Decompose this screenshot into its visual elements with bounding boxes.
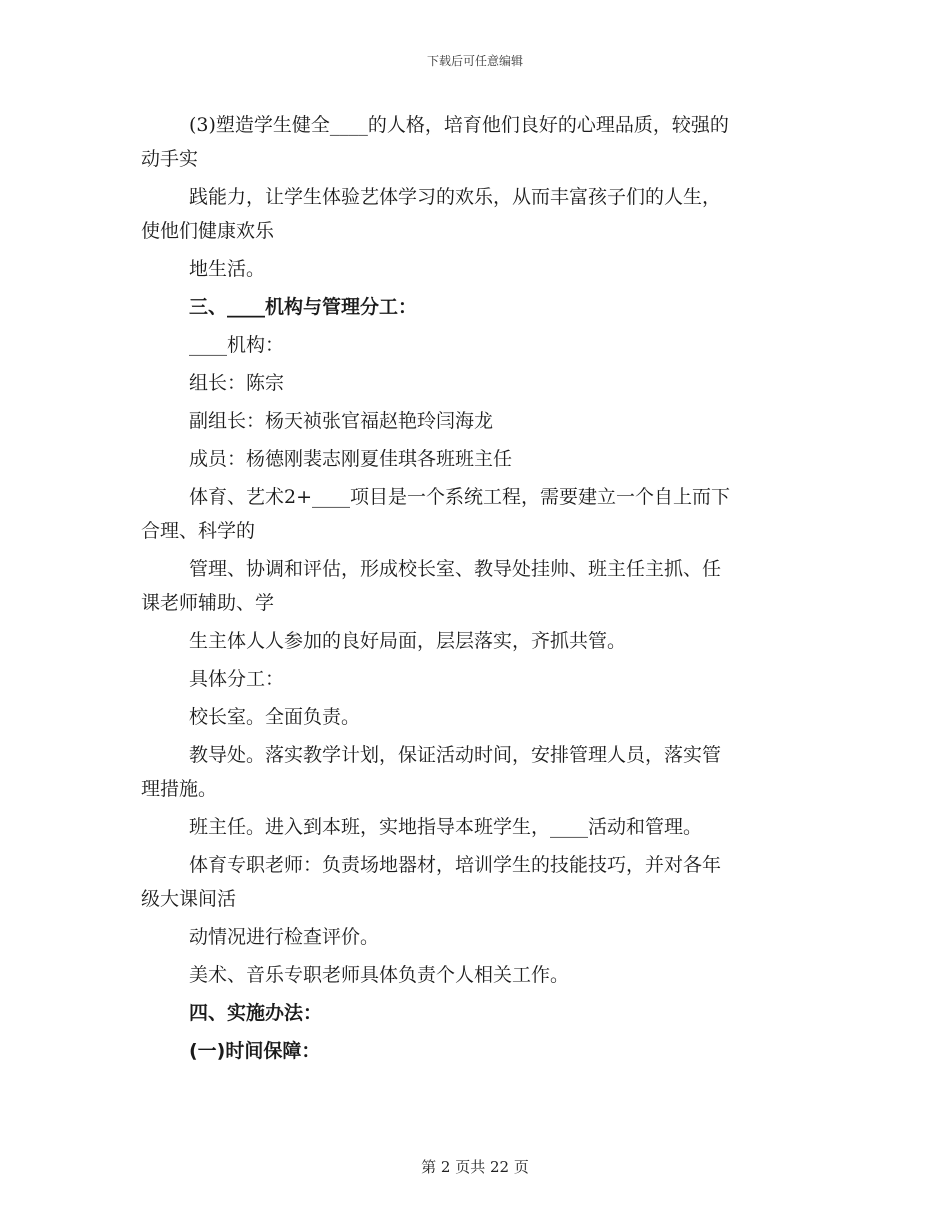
paragraph-line: (一)时间保障：: [189, 1040, 321, 1062]
paragraph: [141, 180, 811, 248]
paragraph: [141, 480, 811, 548]
paragraph-line: 使他们健康欢乐: [141, 220, 275, 242]
paragraph: [141, 920, 811, 954]
paragraph: [141, 848, 811, 916]
paragraph: [141, 738, 811, 806]
paragraph: [141, 662, 811, 696]
paragraph: [141, 958, 811, 992]
section-heading: [141, 1034, 811, 1068]
section-heading: [141, 290, 811, 324]
paragraph: [141, 700, 811, 734]
paragraph-line: 具体分工：: [189, 668, 285, 690]
paragraph-line: 校长室。全面负责。: [189, 706, 361, 728]
paragraph-line: 三、____机构与管理分工：: [189, 296, 418, 318]
paragraph: [141, 442, 811, 476]
paragraph-line: 动情况进行检查评价。: [189, 926, 380, 948]
paragraph-line: 体育专职老师：负责场地器材，培训学生的技能技巧，并对各年: [189, 854, 722, 876]
paragraph-line: 践能力，让学生体验艺体学习的欢乐，从而丰富孩子们的人生，: [189, 186, 722, 208]
paragraph: [141, 624, 811, 658]
paragraph-line: 动手实: [141, 148, 199, 170]
paragraph-line: 课老师辅助、学: [141, 592, 275, 614]
paragraph-line: 副组长：杨天祯张官福赵艳玲闫海龙: [189, 410, 494, 432]
paragraph-line: (3)塑造学生健全____的人格，培育他们良好的心理品质，较强的: [189, 114, 729, 136]
paragraph: [141, 366, 811, 400]
paragraph-line: 教导处。落实教学计划，保证活动时间，安排管理人员，落实管: [189, 744, 722, 766]
paragraph-line: 美术、音乐专职老师具体负责个人相关工作。: [189, 964, 570, 986]
paragraph-line: 理措施。: [141, 778, 218, 800]
paragraph-line: ____机构：: [189, 334, 285, 356]
paragraph-line: 组长：陈宗: [189, 372, 285, 394]
paragraph-line: 地生活。: [189, 258, 266, 280]
paragraph: [141, 108, 811, 176]
paragraph-line: 四、实施办法：: [189, 1002, 323, 1024]
paragraph: [141, 552, 811, 620]
paragraph: [141, 810, 811, 844]
paragraph: [141, 404, 811, 438]
paragraph: [141, 252, 811, 286]
page-footer: 第 2 页共 22 页: [421, 1158, 529, 1176]
paragraph-line: 体育、艺术2+____项目是一个系统工程，需要建立一个自上而下: [189, 486, 731, 508]
section-heading: [141, 996, 811, 1030]
paragraph-line: 合理、科学的: [141, 520, 256, 542]
page-header: 下载后可任意编辑: [426, 54, 523, 68]
paragraph: [141, 328, 811, 362]
paragraph-line: 班主任。进入到本班，实地指导本班学生，____活动和管理。: [189, 816, 703, 838]
paragraph-line: 生主体人人参加的良好局面，层层落实，齐抓共管。: [189, 630, 627, 652]
paragraph-line: 级大课间活: [141, 888, 237, 910]
paragraph-line: 管理、协调和评估，形成校长室、教导处挂帅、班主任主抓、任: [189, 558, 722, 580]
paragraph-line: 成员：杨德刚裴志刚夏佳琪各班班主任: [189, 448, 513, 470]
document-body: [141, 108, 811, 1072]
